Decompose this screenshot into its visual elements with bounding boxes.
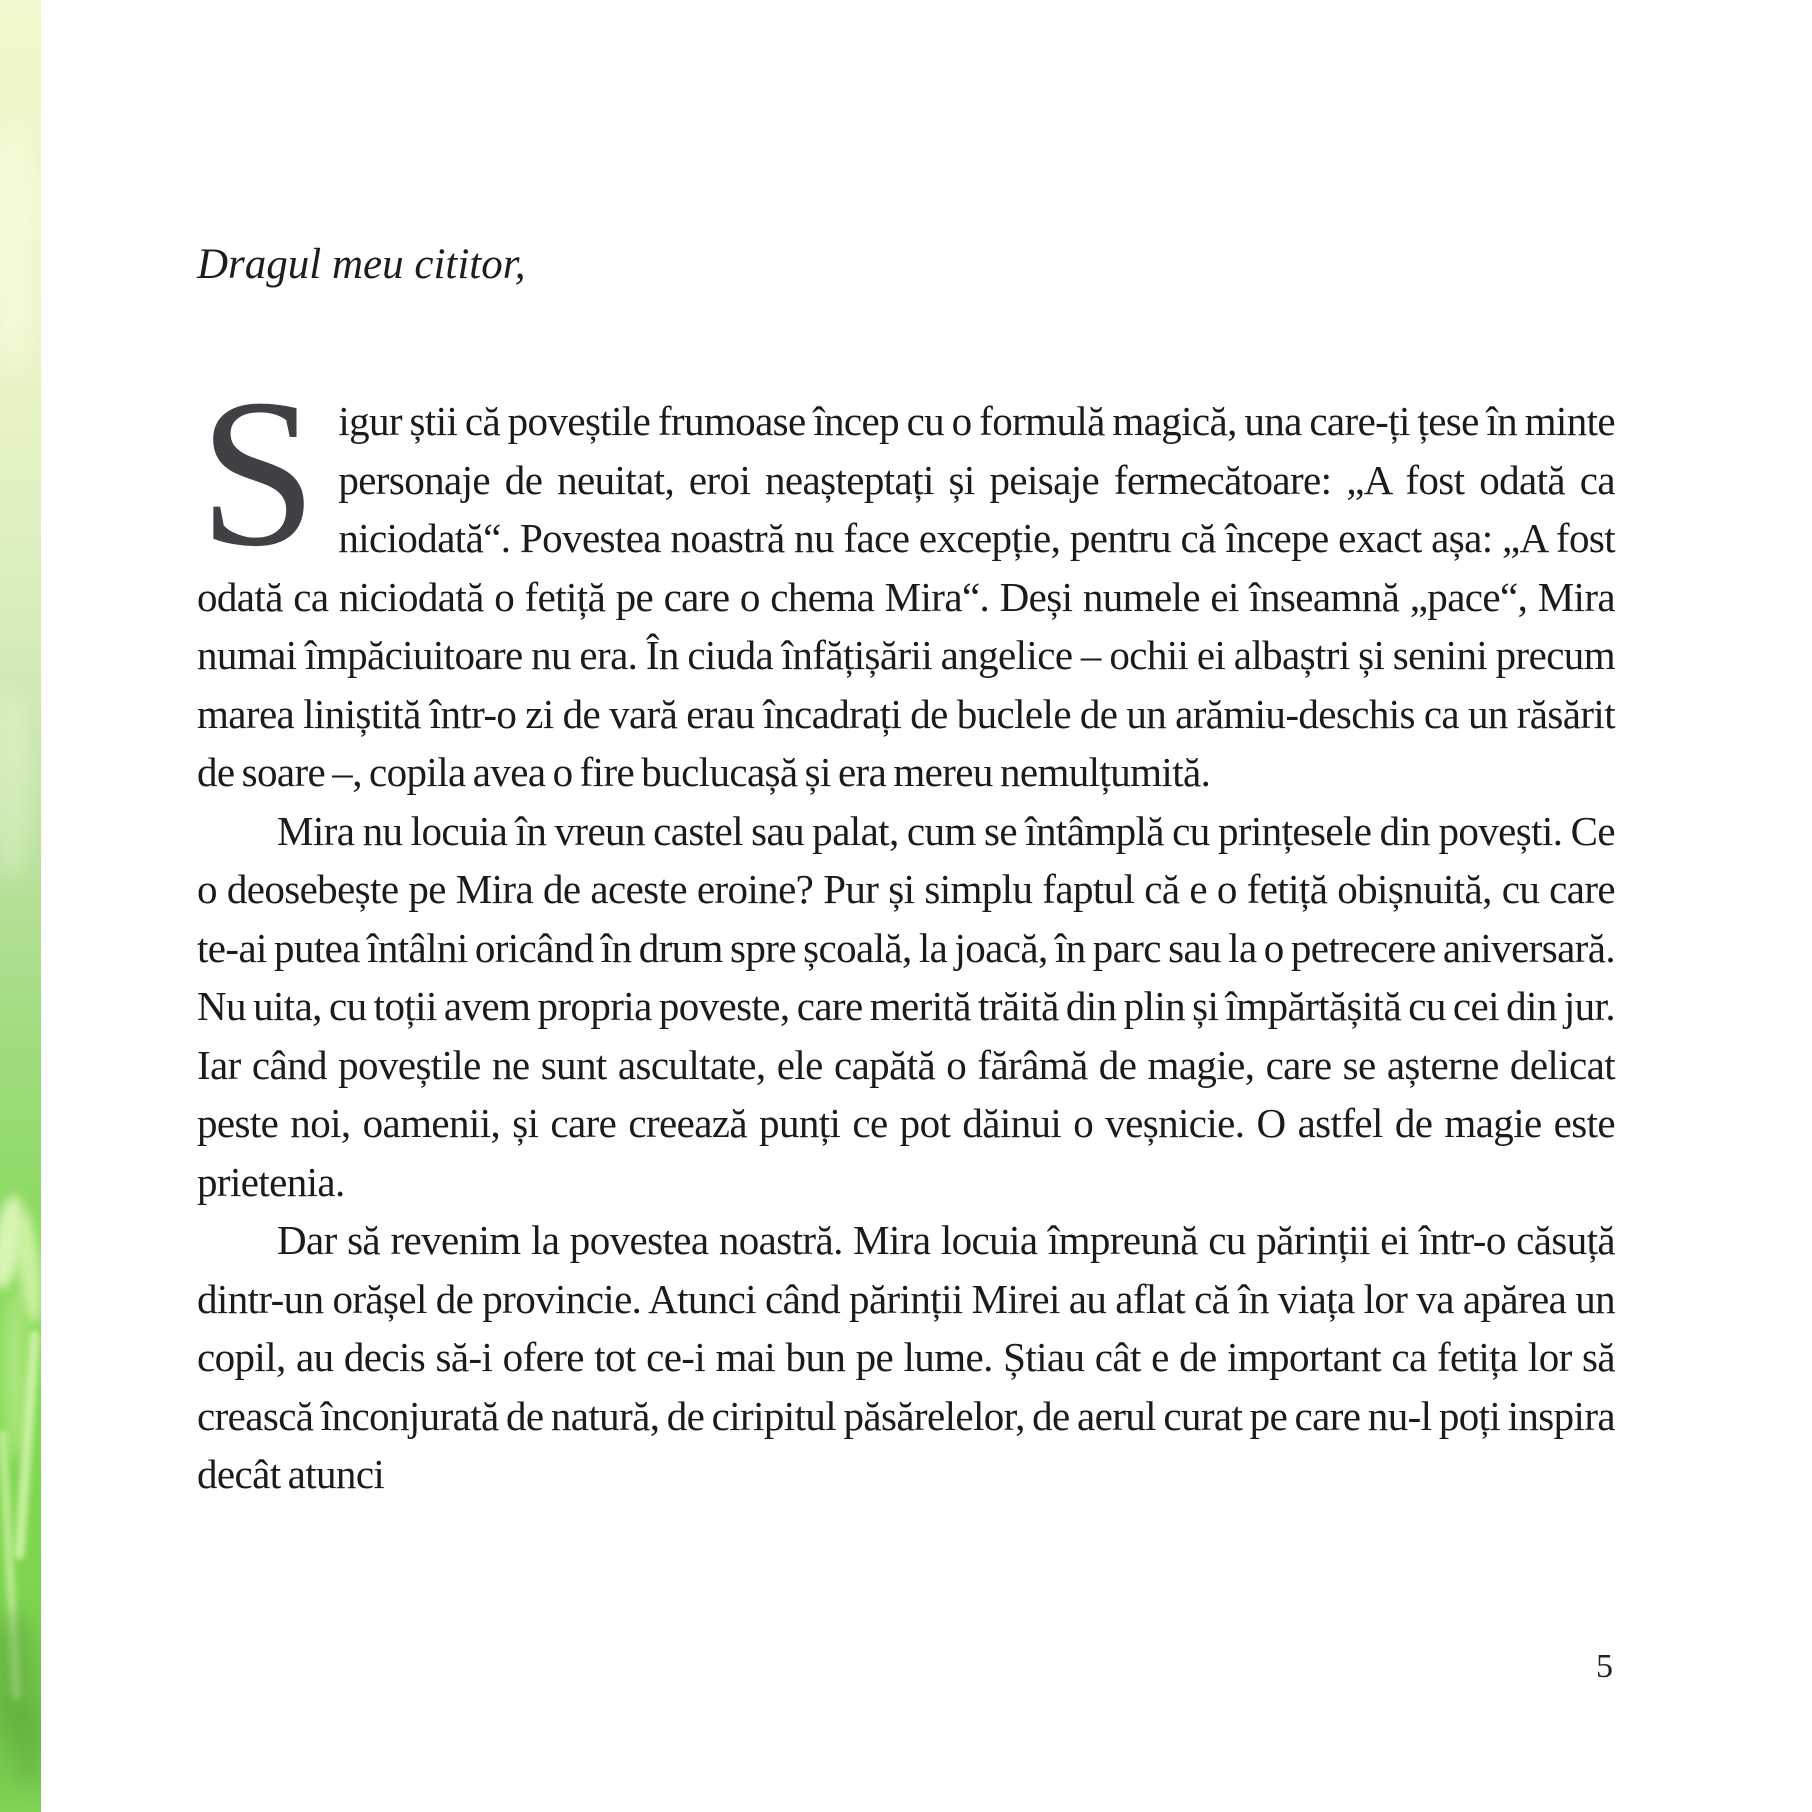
paragraph: Mira nu locuia în vreun castel sau palat, cum se întâmplă cu prințesele din povești. Ce o deosebește pe Mira de aceste eroine? Pur și simplu faptul că e o fetiță obișnuită, cu care te-ai putea întâlni oricând în drum spre școală, la joacă, în parc sau la o petrecere aniversară. Nu uita, cu toții avem propria poveste, care merită trăită din plin și împărtășită cu cei din jur. Iar când poveștile ne sunt ascultate, ele capătă o fărâmă de magie, care se așterne delicat peste noi, oamenii, și care creează punți ce pot dăinui o veșnicie. O astfel de magie este prietenia. [197, 807, 1615, 1205]
watercolor-shadow [12, 1700, 41, 1785]
drop-cap-letter: S [199, 355, 317, 590]
body-text [197, 355, 1615, 1504]
watercolor-edge [0, 0, 41, 1812]
text-column [197, 0, 1615, 1812]
paragraph: Dar să revenim la povestea noastră. Mira locuia împreună cu părinții ei într-o căsuță dintr-un orășel de provincie. Atunci când părinții Mirei au aflat că în viața lor va apărea un copil, au decis să-i ofere tot ce-i mai bun pe lume. Știau cât e de important ca fetița lor să crească înconjurată de natură, de ciripitul păsărelelor, de aerul curat pe care nu-l poți inspira decât atunci [197, 1217, 1615, 1497]
watercolor-highlight [0, 120, 36, 380]
page-number: 5 [1596, 1648, 1613, 1685]
watercolor-highlight [0, 690, 30, 880]
salutation-heading: Dragul meu cititor, [197, 241, 526, 288]
paragraph-text: igur știi că poveștile frumoase încep cu o formulă magică, una care-ți țese în minte personaje de neuitat, eroi neașteptați și peisaje fermecătoare: „A fost odată ca niciodată“. Povestea noastră nu face excepție, pentru că începe exact așa: „A fost odată ca niciodată o fetiță pe care o chema Mira“. Deși numele ei înseamnă „pace“, Mira numai împăciuitoare nu era. În ciuda înfățișării angelice – ochii ei albaștri și senini precum marea liniștită într-o zi de vară erau încadrați de buclele de un arămiu-deschis ca un răsărit de soare –, copila avea o fire buclucașă și era mereu nemulțumită. [197, 398, 1615, 795]
paragraph [197, 355, 1615, 802]
